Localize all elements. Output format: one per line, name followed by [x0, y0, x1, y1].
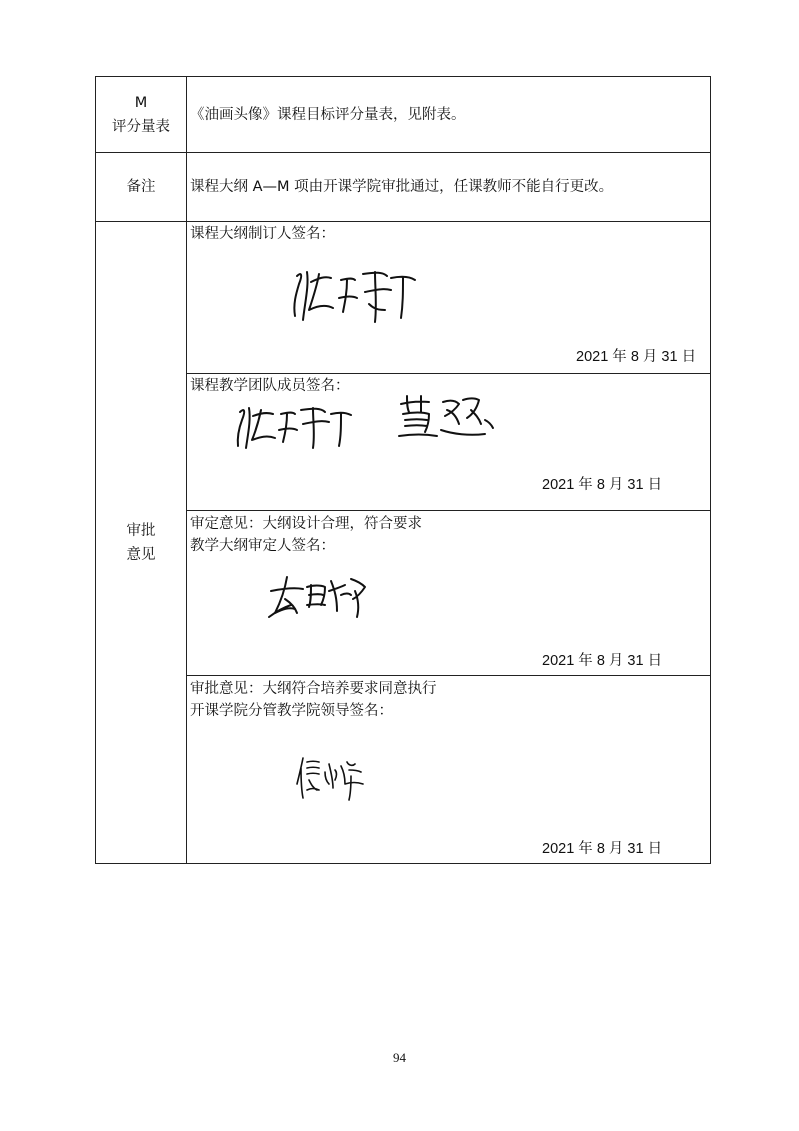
author-sign-cell	[187, 222, 711, 374]
m-label-letter: M	[134, 94, 148, 111]
note-label: 备注	[126, 179, 156, 195]
leader-signature	[295, 754, 365, 802]
table-row-m	[96, 77, 711, 153]
table-row-note	[96, 153, 711, 222]
table-row-team	[96, 374, 711, 511]
approval-label-line1: 审批	[126, 522, 156, 539]
review-opinion: 审定意见：大纲设计合理，符合要求	[190, 516, 422, 532]
page-number: 94	[393, 1050, 406, 1065]
team-sign-heading: 课程教学团队成员签名：	[190, 378, 350, 394]
m-label-title: 评分量表	[112, 118, 170, 135]
table-row-review	[96, 511, 711, 676]
approval-label-line2: 意见	[126, 546, 156, 563]
approval-label-cell	[96, 222, 187, 864]
note-content-cell	[187, 153, 711, 222]
reviewer-signature	[267, 571, 372, 621]
note-label-cell	[96, 153, 187, 222]
m-content-cell	[187, 77, 711, 153]
team-sign-cell	[187, 374, 711, 511]
note-text: 课程大纲 A—M 项由开课学院审批通过，任课教师不能自行更改。	[190, 179, 614, 195]
leader-sign-heading: 开课学院分管教学院领导签名：	[190, 703, 393, 719]
author-sign-date: 2021 年 8 月 31 日	[576, 349, 697, 365]
leader-opinion: 审批意见：大纲符合培养要求同意执行	[190, 681, 437, 697]
leader-sign-date: 2021 年 8 月 31 日	[542, 841, 663, 857]
syllabus-table	[95, 76, 711, 864]
author-sign-heading: 课程大纲制订人签名：	[190, 226, 335, 242]
review-sign-heading: 教学大纲审定人签名：	[190, 538, 335, 554]
m-label-cell	[96, 77, 187, 153]
table-row-author	[96, 222, 711, 374]
table-row-leader	[96, 676, 711, 864]
team-sign-date: 2021 年 8 月 31 日	[542, 477, 663, 493]
review-sign-cell	[187, 511, 711, 676]
m-content-text: 《油画头像》课程目标评分量表，见附表。	[190, 106, 466, 123]
team-signature-first	[235, 402, 355, 450]
author-signature	[291, 264, 421, 324]
leader-sign-cell	[187, 676, 711, 864]
team-signature-second	[393, 390, 503, 442]
review-sign-date: 2021 年 8 月 31 日	[542, 653, 663, 669]
